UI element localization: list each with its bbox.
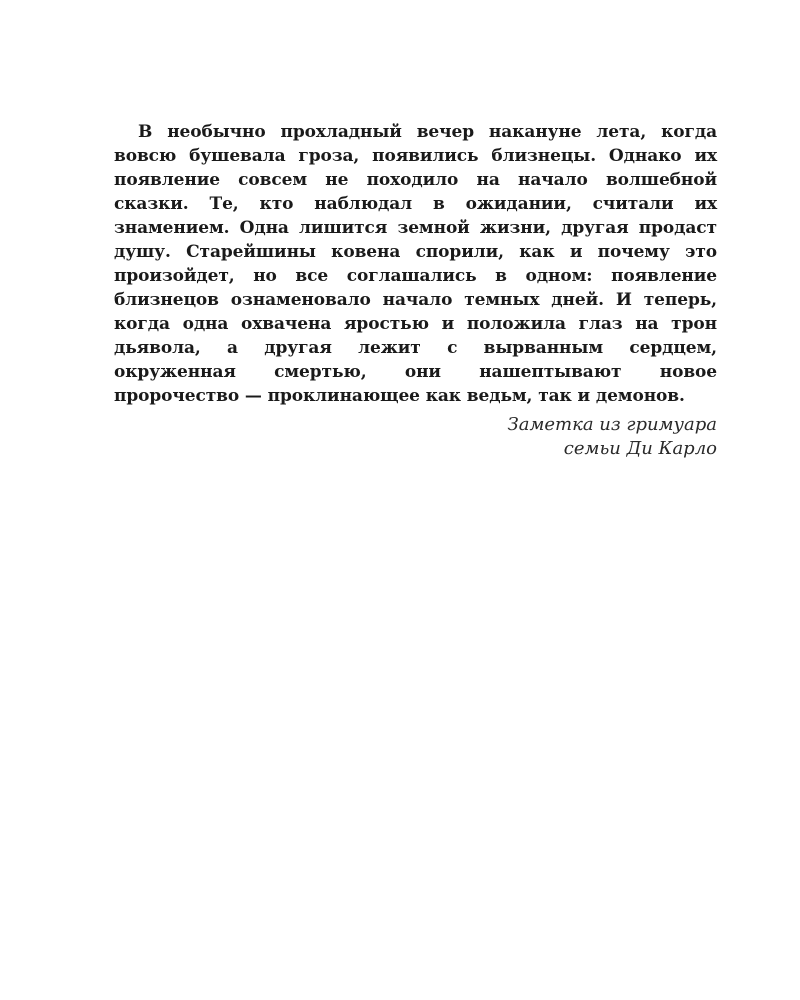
attribution-line-1: Заметка из гримуара (507, 414, 717, 435)
attribution-line-2: семьи Ди Карло (563, 438, 717, 459)
epigraph-paragraph: В необычно прохладный вечер накануне лета, когда вовсю бушевала гроза, появились близнецы. Однако их появление совсем не походило на начало волшебной сказки. Те, кто наблюдал в ожидании, считали их знамением. Одна лишится земной жизни, другая продаст душу. Старейшины ковена спорили, как и почему это произойдет, но все соглашались в одном: появление близнецов ознаменовало начало темных дней. И теперь, когда одна охвачена яростью и положила глаз на трон дьявола, а другая лежит с вырванным сердцем, окруженная смертью, они нашептывают новое пророчество — проклинающее как ведьм, так и демонов. (114, 122, 717, 406)
epigraph-attribution (397, 413, 717, 461)
